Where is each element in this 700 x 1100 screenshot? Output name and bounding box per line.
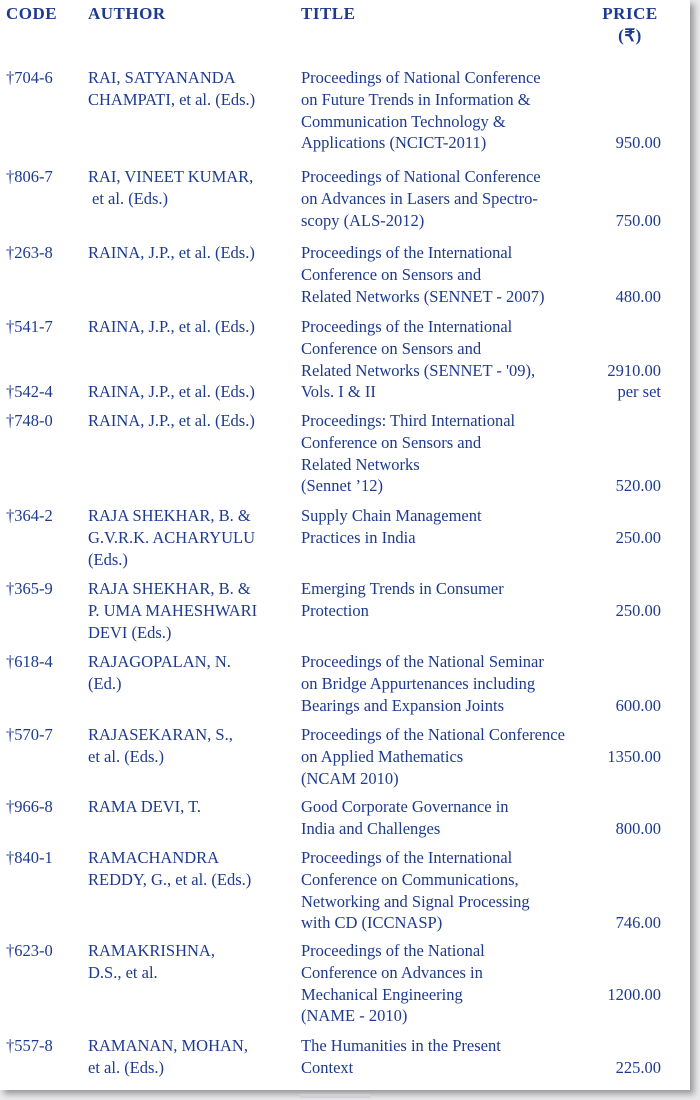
- item-price-line: 600.00: [615, 695, 661, 715]
- item-price: [616, 600, 661, 622]
- item-price-line: 746.00: [615, 913, 661, 933]
- item-code: †542-4: [6, 382, 53, 401]
- header-author: AUTHOR: [88, 4, 166, 23]
- item-title-line: Protection: [301, 600, 369, 620]
- item-title-line: Conference on Sensors and: [301, 264, 482, 284]
- item-title-line: (NCAM 2010): [301, 768, 399, 788]
- item-title: [301, 242, 601, 307]
- item-price-line: 225.00: [615, 1057, 661, 1077]
- item-price: [616, 912, 661, 934]
- item-title-line: on Advances in Lasers and Spectro-: [301, 188, 538, 208]
- item-title-line: Good Corporate Governance in: [301, 797, 509, 816]
- item-price-line: 480.00: [615, 286, 661, 306]
- item-title-line: Mechanical Engineering: [301, 984, 463, 1004]
- item-author-line: RAINA, J.P., et al. (Eds.): [88, 411, 255, 430]
- item-code: †806-7: [6, 167, 53, 186]
- item-price-line: 250.00: [615, 527, 661, 547]
- item-code: †618-4: [6, 652, 53, 671]
- item-price-line: 800.00: [615, 818, 661, 838]
- item-author: [88, 316, 293, 338]
- item-author: [88, 796, 293, 818]
- item-author-line: RAJA SHEKHAR, B. &: [88, 506, 251, 525]
- item-author-line: RAJA SHEKHAR, B. &: [88, 579, 251, 598]
- item-author-line: RAMANAN, MOHAN,: [88, 1036, 248, 1055]
- item-title: [301, 847, 601, 934]
- item-author-line: REDDY, G., et al. (Eds.): [88, 869, 252, 889]
- item-title-line: Supply Chain Management: [301, 506, 482, 525]
- item-code: †840-1: [6, 848, 53, 867]
- item-author-line: RAMA DEVI, T.: [88, 797, 202, 816]
- item-price: [616, 210, 661, 232]
- item-author-line: RAINA, J.P., et al. (Eds.): [88, 317, 255, 336]
- header-price-currency: (₹): [618, 26, 642, 45]
- item-title: [301, 410, 601, 497]
- item-author-line: et al. (Eds.): [92, 188, 169, 208]
- item-title-line: Related Networks: [301, 454, 420, 474]
- item-title: [301, 316, 601, 403]
- item-author: [88, 940, 293, 984]
- item-code: †623-0: [6, 941, 53, 960]
- item-author: [88, 847, 293, 891]
- item-title-line: Conference on Sensors and: [301, 338, 482, 358]
- item-title: [301, 724, 601, 789]
- item-code: †966-8: [6, 797, 53, 816]
- item-title-line: Proceedings of the International: [301, 243, 513, 262]
- item-author: [88, 67, 293, 111]
- item-title-line: Proceedings of the National Conference: [301, 725, 565, 744]
- item-title-line: Proceedings of National Conference: [301, 68, 541, 87]
- item-price-line: 1200.00: [607, 984, 661, 1004]
- item-author-line: RAINA, J.P., et al. (Eds.): [88, 382, 255, 401]
- item-title-line: Conference on Sensors and: [301, 432, 482, 452]
- item-author-line: (Eds.): [88, 549, 128, 569]
- item-author-line: RAMAKRISHNA,: [88, 941, 215, 960]
- item-title-line: Proceedings of the International: [301, 317, 513, 336]
- item-author-line: RAJAGOPALAN, N.: [88, 652, 231, 671]
- item-title-line: scopy (ALS-2012): [301, 210, 425, 230]
- page-footer-mark: [300, 1094, 370, 1098]
- item-code: †364-2: [6, 506, 53, 525]
- item-title-line: Applications (NCICT-2011): [301, 133, 487, 153]
- item-title: [301, 505, 601, 549]
- item-title-line: with CD (ICCNASP): [301, 913, 443, 933]
- item-price-line: 520.00: [615, 476, 661, 496]
- item-price: [616, 527, 661, 549]
- item-author: [88, 166, 293, 210]
- item-title-line: Conference on Advances in: [301, 962, 483, 982]
- item-price-line: per set: [617, 382, 661, 402]
- item-title-line: Vols. I & II: [301, 382, 376, 402]
- item-title: [301, 651, 601, 716]
- item-title: [301, 940, 601, 1027]
- item-price: [616, 818, 661, 840]
- item-title-line: Proceedings of National Conference: [301, 167, 541, 186]
- item-title-line: Conference on Communications,: [301, 869, 519, 889]
- item-price: [616, 695, 661, 717]
- item-title-line: (Sennet ’12): [301, 476, 384, 496]
- item-author: [88, 651, 293, 695]
- item-author-line: RAI, VINEET KUMAR,: [88, 167, 254, 186]
- item-author-line: et al. (Eds.): [88, 746, 165, 766]
- item-author-line: RAI, SATYANANDA: [88, 68, 236, 87]
- item-author: [88, 578, 293, 643]
- item-author-line: RAINA, J.P., et al. (Eds.): [88, 243, 255, 262]
- item-author: [88, 410, 293, 432]
- item-code: †263-8: [6, 243, 53, 262]
- item-code: †557-8: [6, 1036, 53, 1055]
- header-code: CODE: [6, 4, 58, 23]
- item-title-line: Practices in India: [301, 527, 416, 547]
- item-title-line: on Applied Mathematics: [301, 746, 464, 766]
- item-code: †365-9: [6, 579, 53, 598]
- item-price: [616, 132, 661, 154]
- item-price: [607, 746, 661, 768]
- item-title-line: The Humanities in the Present: [301, 1036, 501, 1055]
- item-price-line: 750.00: [615, 210, 661, 230]
- item-title-line: Related Networks (SENNET - '09),: [301, 360, 536, 380]
- item-price: [616, 475, 661, 497]
- item-author: [88, 1035, 293, 1079]
- item-title-line: Proceedings of the National: [301, 941, 485, 960]
- item-title: [301, 578, 601, 622]
- item-price-line: 1350.00: [607, 746, 661, 766]
- item-author-line: RAMACHANDRA: [88, 848, 220, 867]
- item-author-line: D.S., et al.: [88, 962, 158, 982]
- item-author-line: (Ed.): [88, 673, 122, 693]
- item-author-line: P. UMA MAHESHWARI: [88, 600, 258, 620]
- item-price-line: 950.00: [615, 133, 661, 153]
- item-author-line: G.V.R.K. ACHARYULU: [88, 527, 256, 547]
- item-author: [88, 505, 293, 570]
- item-title-line: Proceedings: Third International: [301, 411, 516, 430]
- item-author-line: RAJASEKARAN, S.,: [88, 725, 233, 744]
- item-title-line: Emerging Trends in Consumer: [301, 579, 504, 598]
- item-author: [88, 381, 293, 403]
- item-author: [88, 242, 293, 264]
- item-title: [301, 1035, 601, 1079]
- item-code: †748-0: [6, 411, 53, 430]
- item-title-line: Related Networks (SENNET - 2007): [301, 286, 545, 306]
- item-price: [607, 360, 661, 404]
- item-author-line: DEVI (Eds.): [88, 622, 172, 642]
- item-price-line: 2910.00: [607, 360, 661, 380]
- item-code: †570-7: [6, 725, 53, 744]
- item-title-line: India and Challenges: [301, 818, 441, 838]
- item-title-line: Communication Technology &: [301, 111, 506, 131]
- item-author-line: CHAMPATI, et al. (Eds.): [88, 89, 256, 109]
- item-title-line: (NAME - 2010): [301, 1006, 408, 1026]
- item-author: [88, 724, 293, 768]
- item-code: †541-7: [6, 317, 53, 336]
- item-title-line: Context: [301, 1057, 354, 1077]
- item-title-line: on Bridge Appurtenances including: [301, 673, 536, 693]
- item-title: [301, 166, 601, 231]
- header-price-label: PRICE: [602, 4, 658, 23]
- item-price-line: 250.00: [615, 600, 661, 620]
- item-title-line: Networking and Signal Processing: [301, 891, 530, 911]
- item-title: [301, 796, 601, 840]
- item-title: [301, 67, 601, 154]
- header-title: TITLE: [301, 4, 356, 23]
- item-title-line: Proceedings of the National Seminar: [301, 652, 544, 671]
- item-code: †704-6: [6, 68, 53, 87]
- header-price: [595, 3, 665, 47]
- item-price: [616, 286, 661, 308]
- item-price: [607, 984, 661, 1006]
- item-price: [616, 1057, 661, 1079]
- item-title-line: Bearings and Expansion Joints: [301, 695, 505, 715]
- item-title-line: on Future Trends in Information &: [301, 89, 531, 109]
- item-title-line: Proceedings of the International: [301, 848, 513, 867]
- item-author-line: et al. (Eds.): [88, 1057, 165, 1077]
